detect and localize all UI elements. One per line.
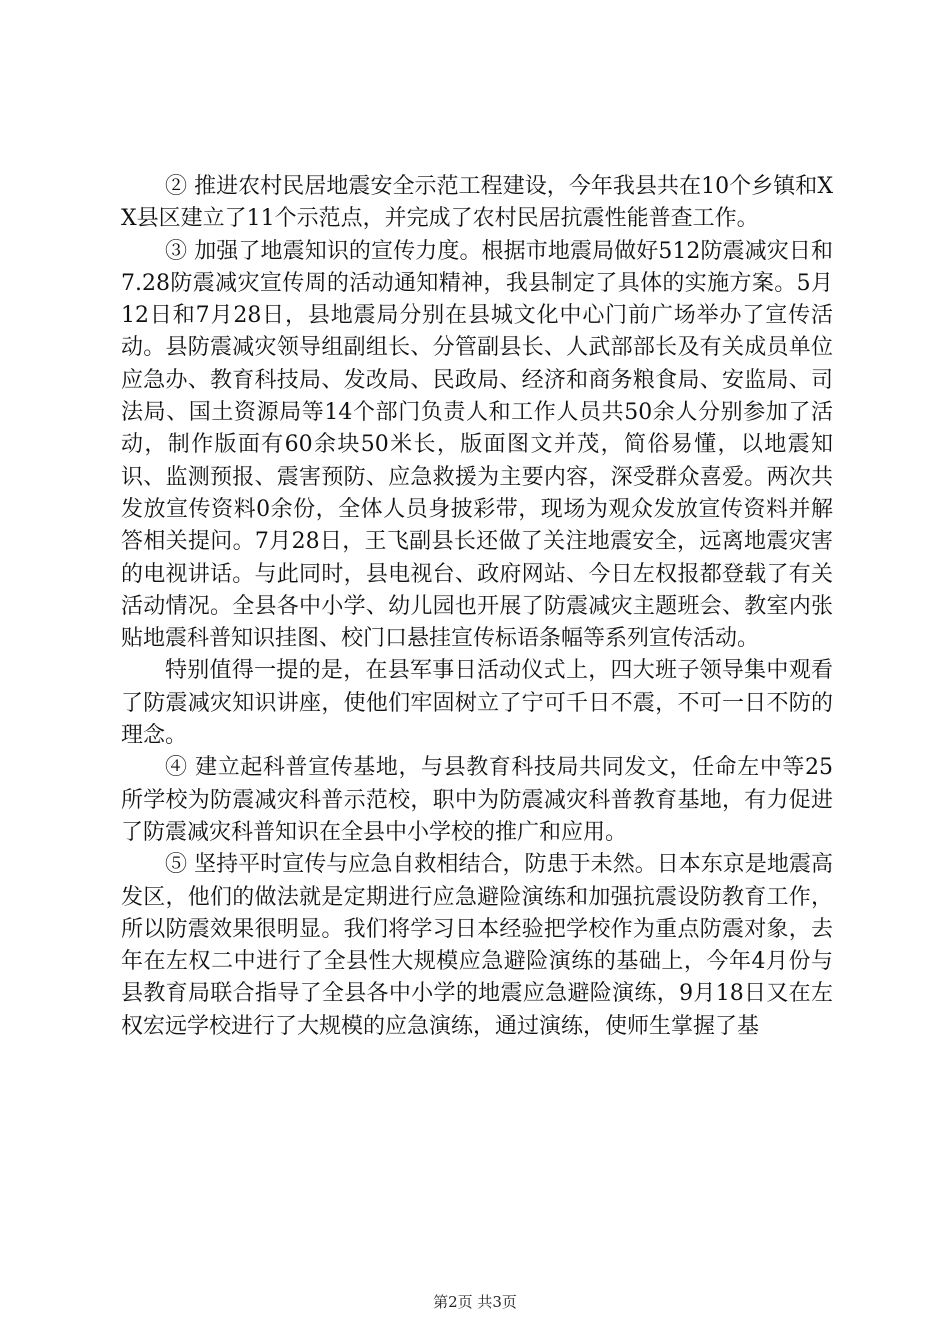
paragraph-emergency-drill: ⑤ 坚持平时宣传与应急自救相结合，防患于未然。日本东京是地震高发区，他们的做法就是定期进行应急避险演练和加强抗震设防教育工作，所以防震效果很明显。我们将学习日本经验把学校作为重点防震对象，去年在左权二中进行了全县性大规模应急避险演练的基础上，今年4月份与县教育局联合指导了全县各中小学的地震应急避险演练，9月18日又在左权宏远学校进行了大规模的应急演练，通过演练，使师生掌握了基 bbox=[121, 852, 833, 1039]
paragraph-military-day: 特别值得一提的是，在县军事日活动仪式上，四大班子领导集中观看了防震减灾知识讲座，使他们牢固树立了宁可千日不震，不可一日不防的理念。 bbox=[121, 658, 833, 749]
paragraph-publicity: ③ 加强了地震知识的宣传力度。根据市地震局做好512防震减灾日和7.28防震减灾宣传周的活动通知精神，我县制定了具体的实施方案。5月12日和7月28日，县地震局分别在县城文化中心门前广场举办了宣传活动。县防震减灾领导组副组长、分管副县长、人武部部长及有关成员单位应急办、教育科技局、发改局、民政局、经济和商务粮食局、安监局、司法局、国土资源局等14个部门负责人和工作人员共50余人分别参加了活动，制作版面有60余块50米长，版面图文并茂，简俗易懂，以地震知识、监测预报、震害预防、应急救援为主要内容，深受群众喜爱。两次共发放宣传资料0余份，全体人员身披彩带，现场为观众发放宣传资料并解答相关提问。7月28日，王飞副县长还做了关注地震安全，远离地震灾害的电视讲话。与此同时，县电视台、政府网站、今日左权报都登载了有关活动情况。全县各中小学、幼儿园也开展了防震减灾主题班会、教室内张贴地震科普知识挂图、校门口悬挂宣传标语条幅等系列宣传活动。 bbox=[121, 238, 833, 652]
page-number-footer: 第2页 共3页 bbox=[433, 1293, 517, 1311]
paragraph-science-base: ④ 建立起科普宣传基地，与县教育科技局共同发文，任命左中等25所学校为防震减灾科普示范校，职中为防震减灾科普教育基地，有力促进了防震减灾科普知识在全县中小学校的推广和应用。 bbox=[121, 755, 833, 845]
paragraph-rural-housing: ② 推进农村民居地震安全示范工程建设，今年我县共在10个乡镇和XX县区建立了11个示范点，并完成了农村民居抗震性能普查工作。 bbox=[121, 174, 833, 232]
document-body bbox=[121, 171, 833, 1043]
